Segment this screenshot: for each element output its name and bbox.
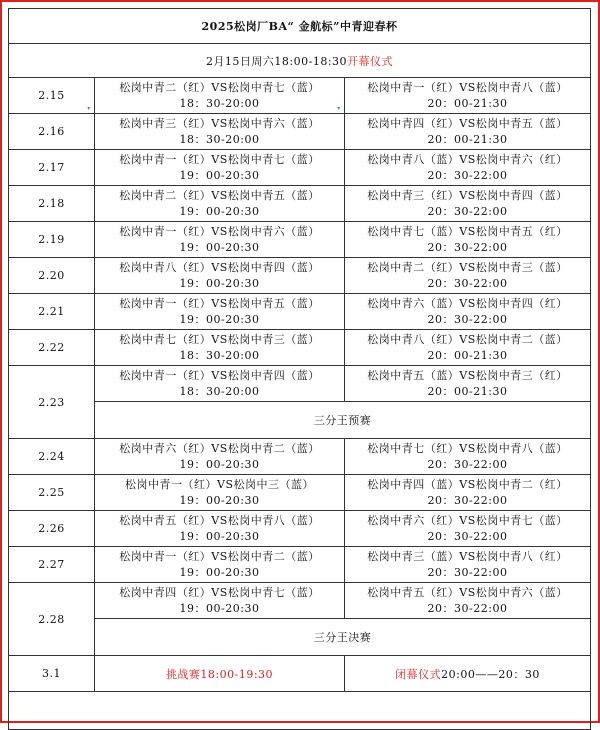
- date-cell: 2.18: [9, 186, 95, 222]
- match-cell: [345, 78, 591, 114]
- match-time: 19：00-20:30: [179, 276, 260, 290]
- match-cell: [345, 439, 591, 475]
- match-cell: [95, 114, 345, 150]
- match-cell: [95, 366, 345, 402]
- match-cell: [95, 511, 345, 547]
- match-time: 20：00-21:30: [427, 348, 508, 362]
- match-teams: 松岗中青八（红）VS松岗中青二（蓝）: [367, 332, 568, 346]
- match-teams: 松岗中青一（红）VS松岗中三（蓝）: [125, 477, 314, 491]
- dropdown-marker-icon: ▾: [337, 105, 341, 112]
- match-teams: 松岗中青一（红）VS松岗中青二（蓝）: [119, 549, 320, 563]
- date-cell: 3.1: [9, 656, 95, 692]
- match-cell: [95, 258, 345, 294]
- match-time: 19：00-20:30: [179, 312, 260, 326]
- match-time: 20：30-22:00: [427, 204, 508, 218]
- match-cell: [345, 114, 591, 150]
- match-cell: [345, 547, 591, 583]
- schedule-row: [9, 78, 591, 114]
- event-row: [9, 619, 591, 656]
- match-time: 20：00-21:30: [427, 96, 508, 110]
- page-title: 2025松岗厂BA“ 金航标”中青迎春杯: [9, 9, 591, 44]
- match-teams: 松岗中青三（红）VS松岗中青六（蓝）: [119, 116, 320, 130]
- match-teams: 松岗中青二（红）VS松岗中青七（蓝）: [119, 80, 320, 94]
- match-time: 19：00-20:30: [179, 493, 260, 507]
- match-cell: [345, 186, 591, 222]
- dropdown-marker-icon: ▾: [87, 105, 91, 112]
- date-cell: 2.20: [9, 258, 95, 294]
- match-time: 19：00-20:30: [179, 457, 260, 471]
- event-cell: 三分王决赛: [95, 619, 591, 656]
- match-teams: 松岗中青八（红）VS松岗中青四（蓝）: [119, 260, 320, 274]
- match-teams: 松岗中青二（红）VS松岗中青三（蓝）: [367, 260, 568, 274]
- match-time: 19：00-20:30: [179, 529, 260, 543]
- schedule-row: [9, 258, 591, 294]
- blank-cell: [9, 692, 591, 730]
- match-teams: 松岗中青一（红）VS松岗中青六（蓝）: [119, 224, 320, 238]
- schedule-row: [9, 186, 591, 222]
- match-cell: [95, 439, 345, 475]
- match-time: 19：00-20:30: [179, 240, 260, 254]
- closing-label: 闭幕仪式: [395, 667, 442, 681]
- match-teams: 松岗中青五（红）VS松岗中青八（蓝）: [119, 513, 320, 527]
- match-time: 18：30-20:00: [179, 96, 260, 110]
- match-teams: 松岗中青四（红）VS松岗中青五（蓝）: [367, 116, 568, 130]
- match-cell: [345, 330, 591, 366]
- match-time: 18：30-20:00: [179, 348, 260, 362]
- final-row: [9, 656, 591, 692]
- match-time: 20：00-21:30: [427, 132, 508, 146]
- match-teams: 松岗中青七（蓝）VS松岗中青五（红）: [367, 224, 568, 238]
- match-time: 20：30-22:00: [427, 601, 508, 615]
- match-teams: 松岗中青一（红）VS松岗中青五（蓝）: [119, 296, 320, 310]
- date-cell: 2.25: [9, 475, 95, 511]
- challenge-cell: 挑战赛18:00-19:30: [95, 656, 345, 692]
- match-teams: 松岗中青一（红）VS松岗中青七（蓝）: [119, 152, 320, 166]
- event-row: [9, 402, 591, 439]
- match-time: 20：30-22:00: [427, 276, 508, 290]
- match-time: 19：00-20:30: [179, 601, 260, 615]
- closing-time: 20:00——20：30: [441, 667, 540, 681]
- match-time: 18：30-20:00: [179, 132, 260, 146]
- schedule-row: [9, 439, 591, 475]
- match-time: 20：30-22:00: [427, 529, 508, 543]
- opening-ceremony: [9, 44, 591, 78]
- schedule-row: [9, 547, 591, 583]
- date-cell: 2.15 ▾: [9, 78, 95, 114]
- date-cell: 2.22: [9, 330, 95, 366]
- match-cell: [95, 475, 345, 511]
- match-teams: 松岗中青五（红）VS松岗中青六（蓝）: [367, 585, 568, 599]
- match-time: 19：00-20:30: [179, 565, 260, 579]
- match-teams: 松岗中青六（红）VS松岗中青二（蓝）: [119, 441, 320, 455]
- date-cell: 2.24: [9, 439, 95, 475]
- blank-row: [9, 692, 591, 730]
- match-time: 19：00-20:30: [179, 168, 260, 182]
- date-cell: 2.26: [9, 511, 95, 547]
- match-time: 20：30-22:00: [427, 312, 508, 326]
- match-cell: [95, 547, 345, 583]
- match-cell: [95, 222, 345, 258]
- match-cell: [345, 475, 591, 511]
- match-cell: [95, 583, 345, 619]
- opening-label: 开幕仪式: [347, 54, 394, 68]
- match-cell: [345, 511, 591, 547]
- match-teams: 松岗中青七（红）VS松岗中青三（蓝）: [119, 332, 320, 346]
- match-cell: [345, 294, 591, 330]
- closing-cell: [345, 656, 591, 692]
- match-cell: [345, 258, 591, 294]
- match-time: 19：00-20:30: [179, 204, 260, 218]
- date-cell: 2.19: [9, 222, 95, 258]
- date-cell: 2.21: [9, 294, 95, 330]
- match-teams: 松岗中青六（蓝）VS松岗中青四（红）: [367, 296, 568, 310]
- date-cell: 2.23: [9, 366, 95, 439]
- schedule-row: [9, 114, 591, 150]
- schedule-row: [9, 475, 591, 511]
- match-time: 20：30-22:00: [427, 457, 508, 471]
- date-cell: 2.16: [9, 114, 95, 150]
- match-cell: [345, 583, 591, 619]
- match-cell: [345, 222, 591, 258]
- match-cell: [345, 366, 591, 402]
- match-cell: [95, 330, 345, 366]
- match-teams: 松岗中青二（红）VS松岗中青五（蓝）: [119, 188, 320, 202]
- match-cell: [95, 150, 345, 186]
- schedule-row: [9, 366, 591, 402]
- match-teams: 松岗中青六（红）VS松岗中青七（蓝）: [367, 513, 568, 527]
- schedule-row: [9, 511, 591, 547]
- match-teams: 松岗中青八（蓝）VS松岗中青六（红）: [367, 152, 568, 166]
- match-cell: [95, 294, 345, 330]
- match-cell: [345, 150, 591, 186]
- schedule-table: [8, 8, 591, 730]
- match-teams: 松岗中青五（蓝）VS松岗中青三（红）: [367, 368, 568, 382]
- opening-time: 2月15日周六18:00-18:30: [205, 54, 348, 68]
- schedule-row: [9, 222, 591, 258]
- match-time: 20：00-21:30: [427, 384, 508, 398]
- match-cell: [95, 78, 345, 114]
- match-teams: 松岗中青一（红）VS松岗中青四（蓝）: [119, 368, 320, 382]
- match-time: 20：30-22:00: [427, 565, 508, 579]
- match-teams: 松岗中青三（红）VS松岗中青四（蓝）: [367, 188, 568, 202]
- schedule-row: [9, 330, 591, 366]
- date-cell: 2.17: [9, 150, 95, 186]
- match-teams: 松岗中青四（蓝）VS松岗中青二（红）: [367, 477, 568, 491]
- match-teams: 松岗中青三（蓝）VS松岗中青八（红）: [367, 549, 568, 563]
- event-cell: 三分王预赛: [95, 402, 591, 439]
- match-cell: [95, 186, 345, 222]
- match-teams: 松岗中青一（红）VS松岗中青八（蓝）: [367, 80, 568, 94]
- date-cell: 2.28: [9, 583, 95, 656]
- match-time: 18：30-20:00: [179, 384, 260, 398]
- match-time: 20：30-22:00: [427, 240, 508, 254]
- match-teams: 松岗中青四（红）VS松岗中青七（蓝）: [119, 585, 320, 599]
- date-cell: 2.27: [9, 547, 95, 583]
- match-time: 20：30-22:00: [427, 493, 508, 507]
- schedule-row: [9, 583, 591, 619]
- schedule-row: [9, 294, 591, 330]
- match-time: 20：30-22:00: [427, 168, 508, 182]
- schedule-row: [9, 150, 591, 186]
- match-teams: 松岗中青七（红）VS松岗中青八（蓝）: [367, 441, 568, 455]
